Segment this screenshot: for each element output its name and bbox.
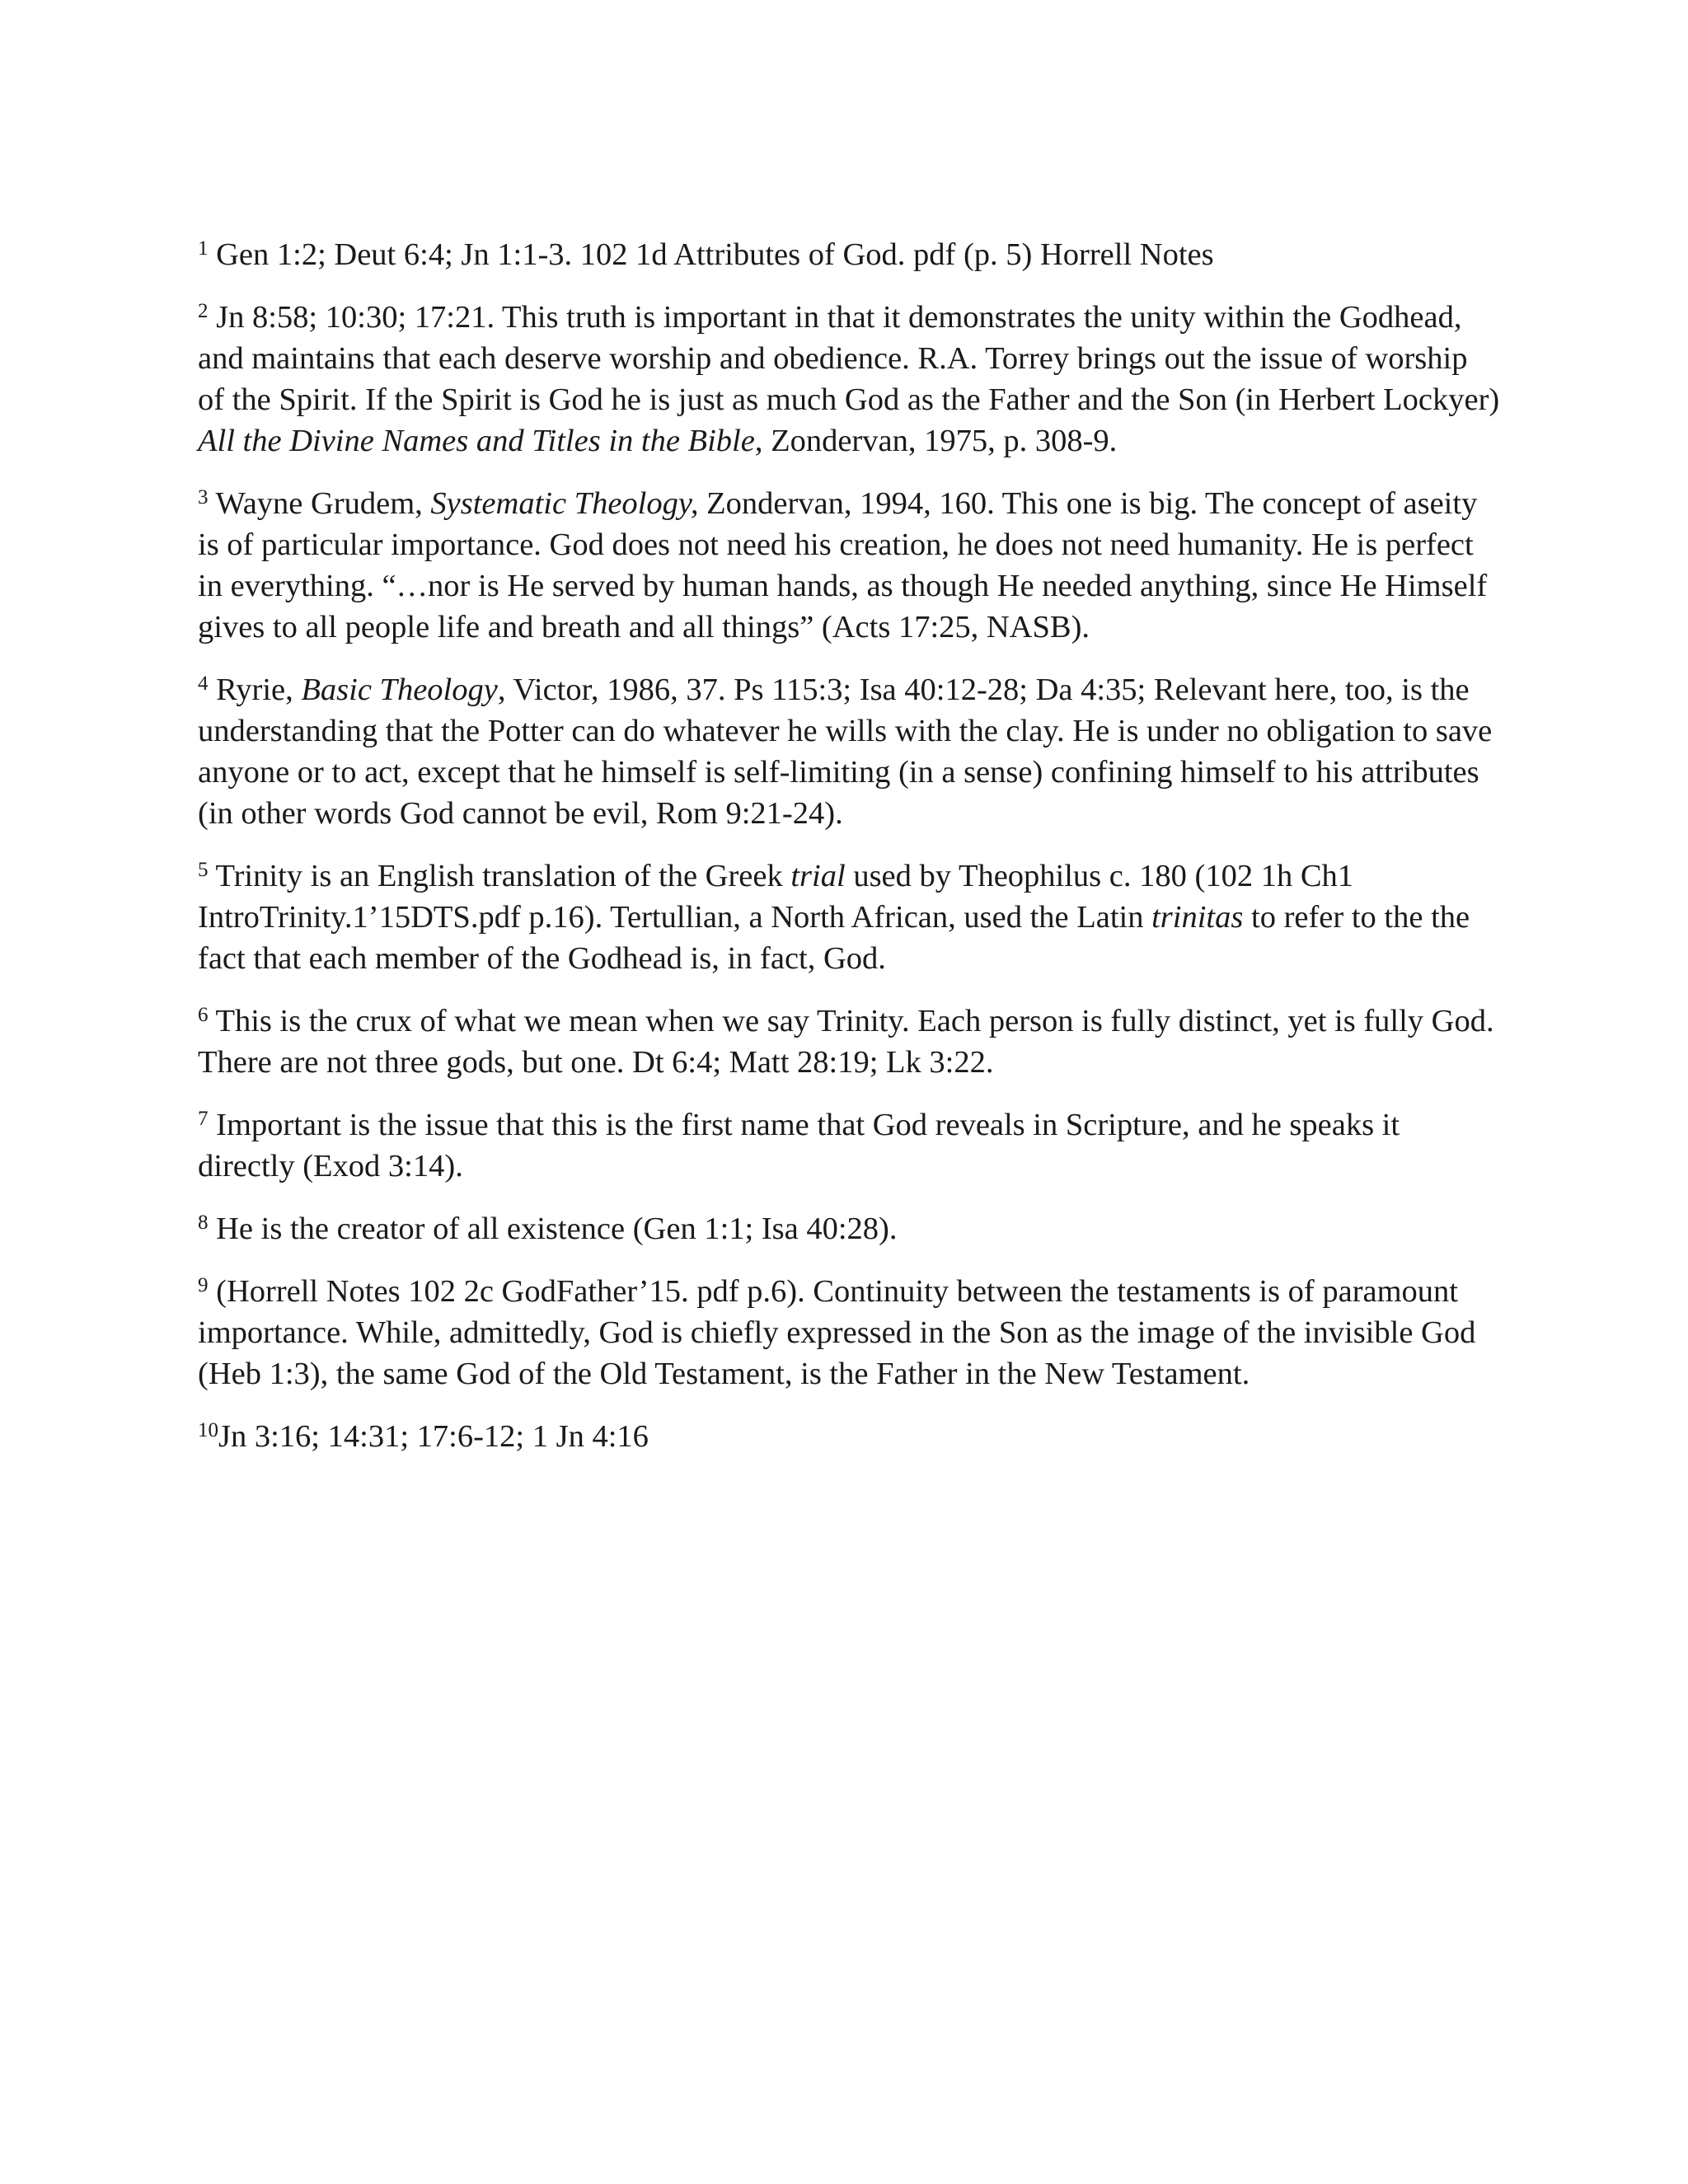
footnote-9	[198, 1271, 1500, 1394]
footnote-text: Jn 3:16; 14:31; 17:6-12; 1 Jn 4:16	[218, 1419, 649, 1454]
footnote-number: 3	[198, 486, 209, 509]
greek-term: trial	[790, 859, 846, 893]
footnote-number: 6	[198, 1004, 209, 1026]
footnote-text: , Victor, 1986, 37. Ps 115:3; Isa 40:12-28; Da 4:35; Relevant here, too, is the understanding that the Potter can do whatever he wills with the clay. He is under no obligation to save anyone or to act, except that he himself is self-limiting (in a sense) confining himself to his attributes (in other words God cannot be evil, Rom 9:21-24).	[198, 673, 1493, 831]
book-title: Basic Theology	[301, 673, 498, 707]
footnote-number: 5	[198, 859, 209, 881]
footnote-number: 9	[198, 1274, 209, 1296]
footnote-number: 8	[198, 1212, 209, 1234]
footnote-text: , Zondervan, 1975, p. 308-9.	[754, 424, 1118, 458]
footnote-text: Ryrie,	[216, 673, 302, 707]
footnote-text: This is the crux of what we mean when we say Trinity. Each person is fully distinct, yet is fully God. There are not three gods, but one. Dt 6:4; Matt 28:19; Lk 3:22.	[198, 1004, 1494, 1080]
footnote-number: 4	[198, 673, 209, 695]
latin-term: trinitas	[1151, 900, 1244, 935]
footnote-number: 7	[198, 1108, 209, 1130]
footnote-number: 10	[198, 1419, 218, 1441]
footnote-number: 1	[198, 237, 209, 260]
footnote-7	[198, 1104, 1500, 1187]
footnote-text: Trinity is an English translation of the Greek	[215, 859, 791, 893]
footnote-8	[198, 1208, 1500, 1249]
footnote-text: He is the creator of all existence (Gen 1:1; Isa 40:28).	[216, 1212, 898, 1246]
footnote-4	[198, 669, 1500, 834]
footnote-text: Wayne Grudem,	[215, 486, 431, 521]
footnote-text: (Horrell Notes 102 2c GodFather’15. pdf p.6). Continuity between the testaments is of paramount importance. While, admittedly, God is chiefly expressed in the Son as the image of the invisible God (Heb 1:3), the same God of the Old Testament, is the Father in the New Testament.	[198, 1274, 1476, 1391]
footnote-1	[198, 234, 1500, 275]
footnotes-section	[198, 234, 1500, 1479]
footnote-text: Gen 1:2; Deut 6:4; Jn 1:1-3. 102 1d Attributes of God. pdf (p. 5) Horrell Notes	[216, 237, 1214, 272]
footnote-text: Zondervan, 1994, 160. This one is big. The concept of aseity is of particular importance. God does not need his creation, he does not need humanity. He is perfect in everything. “…nor is He served by human hands, as though He needed anything, since He Himself gives to all people life and breath and all things” (Acts 17:25, NASB).	[198, 486, 1488, 644]
footnote-text: used by Theophilus c. 180 (102 1h Ch1 IntroTrinity.1’15DTS.pdf p.16). Tertullian, a North African, used the Latin	[198, 859, 1354, 935]
footnote-5	[198, 855, 1500, 979]
book-title: Systematic Theology,	[430, 486, 699, 521]
footnote-number: 2	[198, 300, 209, 322]
footnote-6	[198, 1001, 1500, 1083]
footnote-10	[198, 1416, 1500, 1457]
footnote-text: Important is the issue that this is the first name that God reveals in Scripture, and he speaks it directly (Exod 3:14).	[198, 1108, 1400, 1183]
footnote-3	[198, 483, 1500, 648]
book-title: All the Divine Names and Titles in the Bible	[198, 424, 755, 458]
footnote-text: Jn 8:58; 10:30; 17:21. This truth is important in that it demonstrates the unity within the Godhead, and maintains that each deserve worship and obedience. R.A. Torrey brings out the issue of worship of the Spirit. If the Spirit is God he is just as much God as the Father and the Son (in Herbert Lockyer)	[198, 300, 1500, 417]
footnote-2	[198, 297, 1500, 462]
footnote-text: to refer to the the fact that each member of the Godhead is, in fact, God.	[198, 900, 1470, 976]
